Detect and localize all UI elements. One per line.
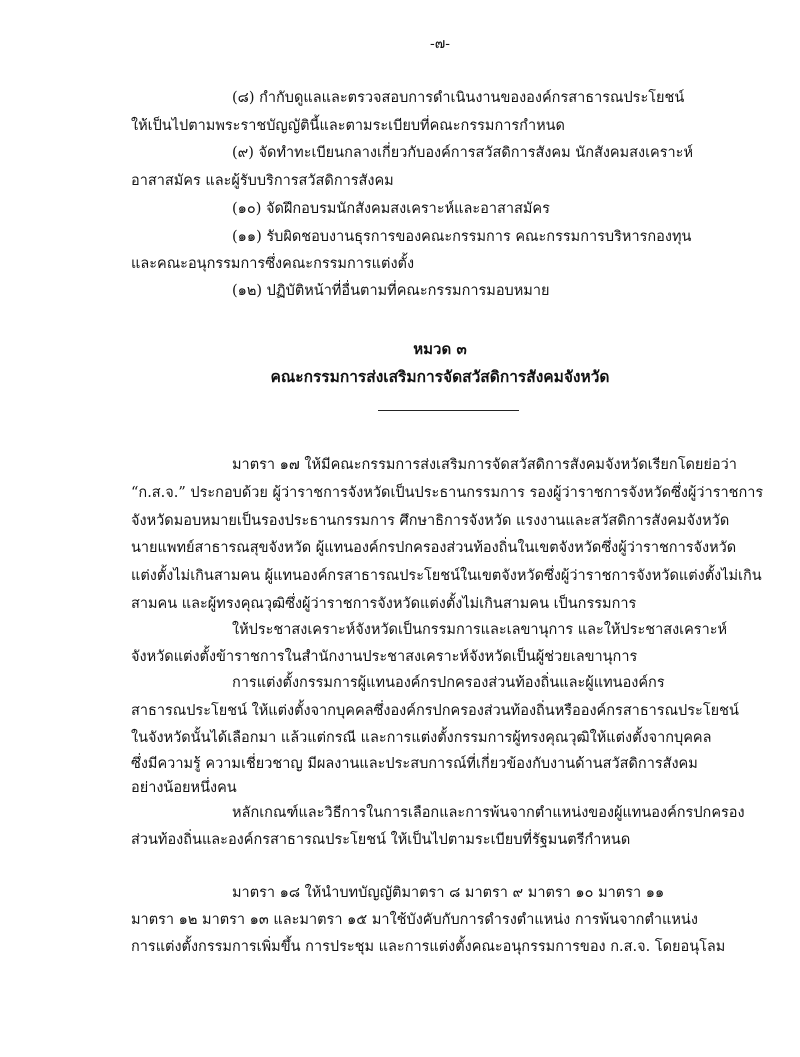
section-17-para-3-first: การแต่งตั้งกรรมการผู้แทนองค์กรปกครองส่วนท้องถิ่นและผู้แทนองค์กร <box>232 675 665 691</box>
duty-item-11: (๑๑) รับผิดชอบงานธุรการของคณะกรรมการ คณะกรรมการบริหารกองทุน <box>232 229 692 245</box>
section-18-line: มาตรา ๑๒ มาตรา ๑๓ และมาตรา ๑๕ มาใช้บังคับกับการดำรงตำแหน่ง การพ้นจากตำแหน่ง <box>131 912 698 928</box>
heading-underline <box>378 410 519 411</box>
duty-item-8: (๘) กำกับดูแลและตรวจสอบการดำเนินงานขององค์กรสาธารณประโยชน์ <box>232 90 685 106</box>
section-17-para-4-first: หลักเกณฑ์และวิธีการในการเลือกและการพ้นจากตำแหน่งของผู้แทนองค์กรปกครอง <box>232 805 745 821</box>
duty-item-11-continuation: และคณะอนุกรรมการซึ่งคณะกรรมการแต่งตั้ง <box>131 256 415 272</box>
duty-item-9: (๙) จัดทำทะเบียนกลางเกี่ยวกับองค์การสวัสดิการสังคม นักสังคมสงเคราะห์ <box>232 145 694 161</box>
section-18-first: มาตรา ๑๘ ให้นำบทบัญญัติมาตรา ๘ มาตรา ๙ มาตรา ๑๐ มาตรา ๑๑ <box>232 885 665 901</box>
section-17-para-3-line: ซึ่งมีความรู้ ความเชี่ยวชาญ มีผลงานและประสบการณ์ที่เกี่ยวข้องกับงานด้านสวัสดิการสังคม <box>131 756 698 772</box>
section-17-para-3-line: อย่างน้อยหนึ่งคน <box>131 780 237 796</box>
chapter-number: หมวด ๓ <box>413 340 467 358</box>
duty-item-8-continuation: ให้เป็นไปตามพระราชบัญญัตินี้และตามระเบียบที่คณะกรรมการกำหนด <box>131 118 565 134</box>
page-number: -๗- <box>430 36 450 52</box>
section-17-para-3-line: สาธารณประโยชน์ ให้แต่งตั้งจากบุคคลซึ่งองค์กรปกครองส่วนท้องถิ่นหรือองค์กรสาธารณประโยชน์ <box>131 703 739 719</box>
section-17-para-2-line: จังหวัดแต่งตั้งข้าราชการในสำนักงานประชาสงเคราะห์จังหวัดเป็นผู้ช่วยเลขานุการ <box>131 649 638 665</box>
section-17-para-1-line: จังหวัดมอบหมายเป็นรองประธานกรรมการ ศึกษาธิการจังหวัด แรงงานและสวัสดิการสังคมจังหวัด <box>131 513 730 529</box>
section-18-line: การแต่งตั้งกรรมการเพิ่มขึ้น การประชุม และการแต่งตั้งคณะอนุกรรมการของ ก.ส.จ. โดยอนุโลม <box>131 939 726 955</box>
duty-item-12: (๑๒) ปฏิบัติหน้าที่อื่นตามที่คณะกรรมการมอบหมาย <box>232 283 550 299</box>
section-17-para-1-first: มาตรา ๑๗ ให้มีคณะกรรมการส่งเสริมการจัดสวัสดิการสังคมจังหวัดเรียกโดยย่อว่า <box>232 457 737 473</box>
section-17-para-4-line: ส่วนท้องถิ่นและองค์กรสาธารณประโยชน์ ให้เป็นไปตามระเบียบที่รัฐมนตรีกำหนด <box>131 832 631 848</box>
duty-item-9-continuation: อาสาสมัคร และผู้รับบริการสวัสดิการสังคม <box>131 173 394 189</box>
section-17-para-1-line: นายแพทย์สาธารณสุขจังหวัด ผู้แทนองค์กรปกครองส่วนท้องถิ่นในเขตจังหวัดซึ่งผู้ว่าราชการจังหวัด <box>131 540 737 556</box>
section-17-para-1-line: สามคน และผู้ทรงคุณวุฒิซึ่งผู้ว่าราชการจังหวัดแต่งตั้งไม่เกินสามคน เป็นกรรมการ <box>131 596 637 612</box>
section-17-para-1-line: “ก.ส.จ.” ประกอบด้วย ผู้ว่าราชการจังหวัดเป็นประธานกรรมการ รองผู้ว่าราชการจังหวัดซึ่งผู้ว่าราชการ <box>131 485 764 501</box>
chapter-title: คณะกรรมการส่งเสริมการจัดสวัสดิการสังคมจังหวัด <box>270 367 610 386</box>
section-17-para-2-first: ให้ประชาสงเคราะห์จังหวัดเป็นกรรมการและเลขานุการ และให้ประชาสงเคราะห์ <box>232 622 728 638</box>
duty-item-10: (๑๐) จัดฝึกอบรมนักสังคมสงเคราะห์และอาสาสมัคร <box>232 201 550 217</box>
section-17-para-3-line: ในจังหวัดนั้นได้เลือกมา แล้วแต่กรณี และการแต่งตั้งกรรมการผู้ทรงคุณวุฒิให้แต่งตั้งจากบุคคล <box>131 730 712 746</box>
section-17-para-1-line: แต่งตั้งไม่เกินสามคน ผู้แทนองค์กรสาธารณประโยชน์ในเขตจังหวัดซึ่งผู้ว่าราชการจังหวัดแต่งตั้งไม่เกิน <box>131 568 762 584</box>
